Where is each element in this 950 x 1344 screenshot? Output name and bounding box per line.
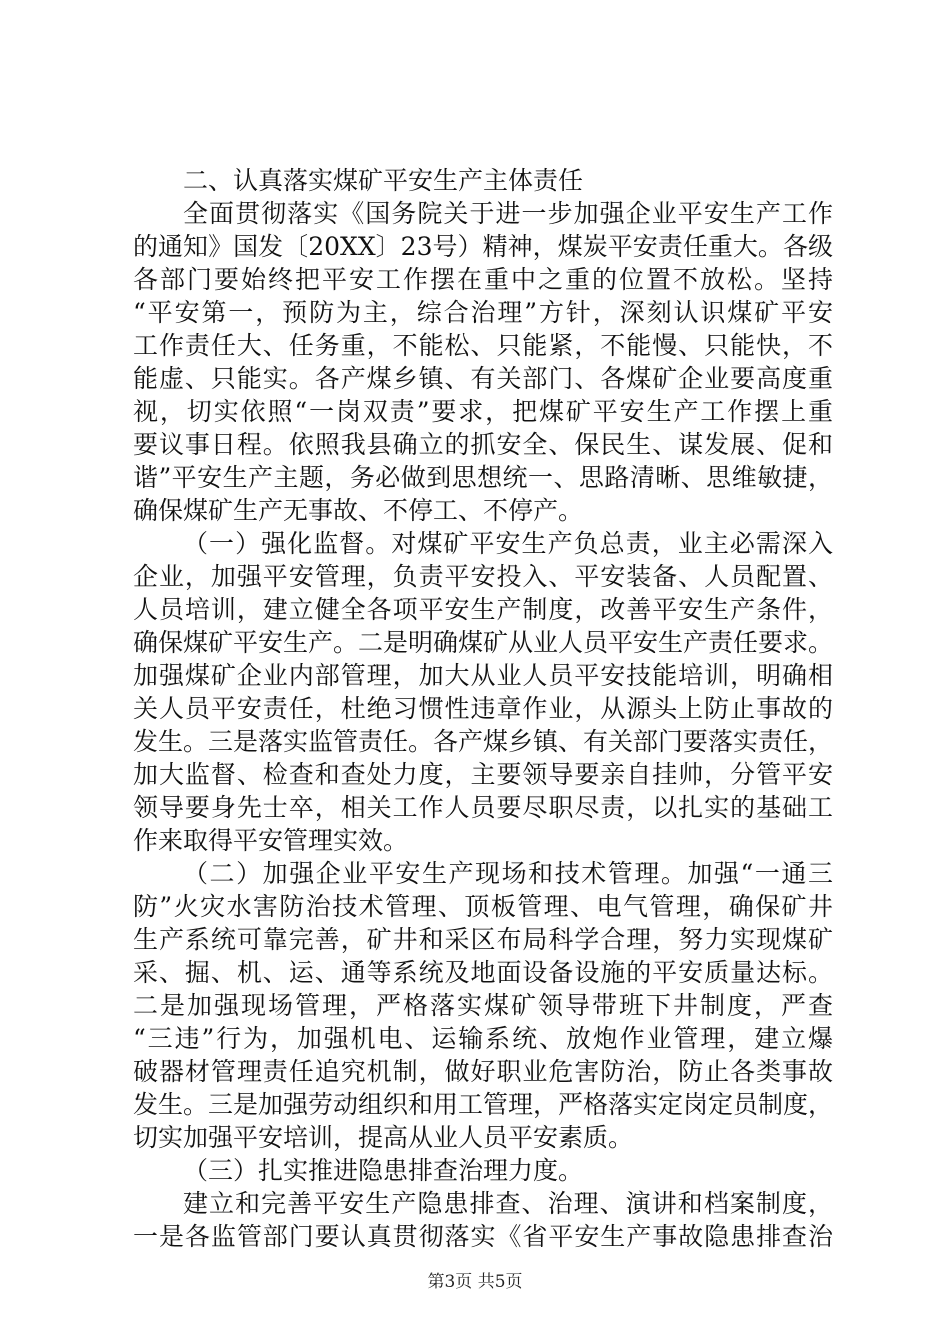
text-line: 加强煤矿企业内部管理，加大从业人员平安技能培训，明确相 <box>133 661 833 690</box>
text-line: 关人员平安责任，杜绝习惯性违章作业，从源头上防止事故的 <box>133 694 833 723</box>
text-line: 工作责任大、任务重，不能松、只能紧，不能慢、只能快，不 <box>133 331 833 360</box>
text-line: 视，切实依照“一岗双责”要求，把煤矿平安生产工作摆上重 <box>133 397 833 426</box>
text-line: （一）强化监督。对煤矿平安生产负总责，业主必需深入 <box>183 529 833 558</box>
text-line: 要议事日程。依照我县确立的抓安全、保民生、谋发展、促和 <box>133 430 833 459</box>
text-line: 发生。三是加强劳动组织和用工管理，严格落实定岗定员制度， <box>133 1090 834 1119</box>
text-line: （三）扎实推进隐患排查治理力度。 <box>183 1156 584 1185</box>
text-line: 确保煤矿平安生产。二是明确煤矿从业人员平安生产责任要求。 <box>133 628 834 657</box>
text-line: 一是各监管部门要认真贯彻落实《省平安生产事故隐患排查治 <box>133 1222 833 1251</box>
text-line: 领导要身先士卒，相关工作人员要尽职尽责，以扎实的基础工 <box>133 793 833 822</box>
text-line: 生产系统可靠完善，矿井和采区布局科学合理，努力实现煤矿 <box>133 925 833 954</box>
text-line: 防”火灾水害防治技术管理、顶板管理、电气管理，确保矿井 <box>133 892 833 921</box>
text-line: 作来取得平安管理实效。 <box>133 826 409 855</box>
text-line: 谐”平安生产主题，务必做到思想统一、思路清晰、思维敏捷， <box>133 463 833 492</box>
text-line: 发生。三是落实监管责任。各产煤乡镇、有关部门要落实责任， <box>133 727 834 756</box>
text-line: 各部门要始终把平安工作摆在重中之重的位置不放松。坚持 <box>133 265 833 294</box>
text-line: 全面贯彻落实《国务院关于进一步加强企业平安生产工作 <box>183 199 833 228</box>
document-body <box>133 164 833 1253</box>
text-line: 的通知》国发〔20XX〕23号）精神，煤炭平安责任重大。各级 <box>133 232 833 261</box>
text-line: “平安第一，预防为主，综合治理”方针，深刻认识煤矿平安 <box>133 298 833 327</box>
text-line: 破器材管理责任追究机制，做好职业危害防治，防止各类事故 <box>133 1057 833 1086</box>
text-line: 人员培训，建立健全各项平安生产制度，改善平安生产条件， <box>133 595 833 624</box>
text-line: 加大监督、检查和查处力度，主要领导要亲自挂帅，分管平安 <box>133 760 833 789</box>
text-line: 采、掘、机、运、通等系统及地面设备设施的平安质量达标。 <box>133 958 833 987</box>
text-line: 二、认真落实煤矿平安生产主体责任 <box>183 166 584 195</box>
text-line: （二）加强企业平安生产现场和技术管理。加强“一通三 <box>183 859 833 888</box>
text-line: 切实加强平安培训，提高从业人员平安素质。 <box>133 1123 634 1152</box>
page-footer: 第3页 共5页 <box>427 1272 523 1292</box>
text-line: “三违”行为，加强机电、运输系统、放炮作业管理，建立爆 <box>133 1024 833 1053</box>
text-line: 企业，加强平安管理，负责平安投入、平安装备、人员配置、 <box>133 562 833 591</box>
text-line: 建立和完善平安生产隐患排查、治理、演讲和档案制度， <box>183 1189 833 1218</box>
text-line: 能虚、只能实。各产煤乡镇、有关部门、各煤矿企业要高度重 <box>133 364 833 393</box>
text-line: 二是加强现场管理，严格落实煤矿领导带班下井制度，严查 <box>133 991 833 1020</box>
text-line: 确保煤矿生产无事故、不停工、不停产。 <box>133 496 584 525</box>
